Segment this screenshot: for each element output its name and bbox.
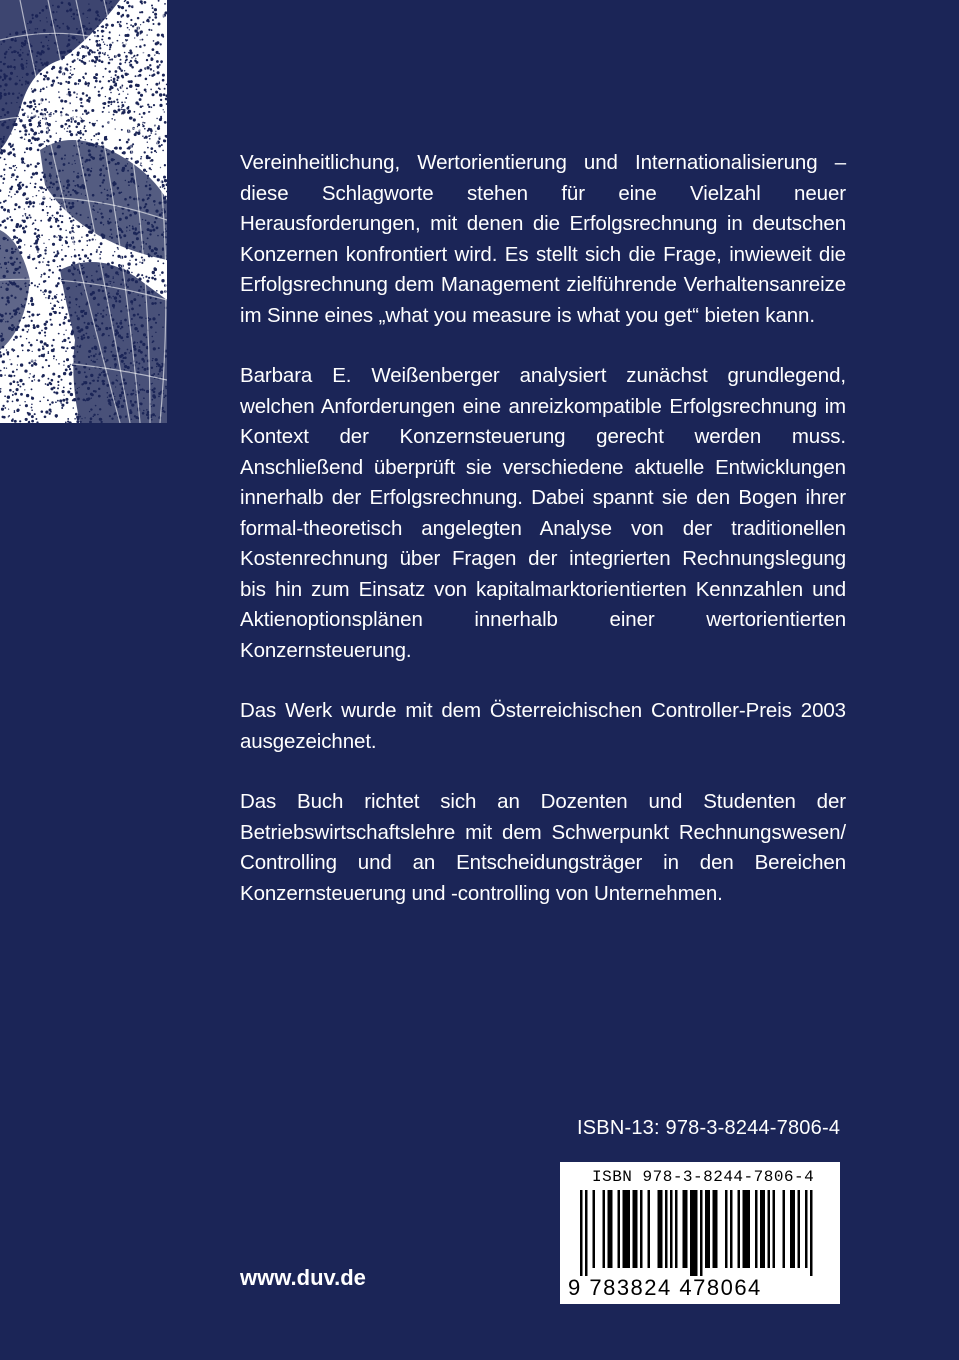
barcode-digits: 9 783824 478064	[568, 1275, 762, 1300]
isbn-label: ISBN-13: 978-3-8244-7806-4	[577, 1117, 841, 1139]
barcode-bar	[773, 1190, 776, 1268]
barcode-bar	[713, 1190, 718, 1268]
globe-icon	[0, 0, 167, 423]
paragraph-author: Barbara E. Weißenberger analysiert zunächst grundlegend, welchen Anforderungen eine anreizkompatible Erfolgsrechnung im Kontext der Konzernsteuerung gerecht werden muss. Anschließend überprüft sie verschiedene aktuelle Entwicklungen innerhalb der Erfolgsrechnung. Dabei spannt sie den Bogen ihrer formal-theoretisch angelegten Analyse von der traditionellen Kostenrechnung über Fragen der integrierten Rechnungslegung bis hin zum Einsatz von kapitalmarktorientierten Kennzahlen und Aktienoptionsplänen innerhalb einer wertorientierten Konzernsteuerung.	[240, 364, 846, 662]
barcode-bar	[580, 1190, 583, 1276]
publisher-url: www.duv.de	[240, 1265, 366, 1290]
barcode-bar	[738, 1190, 741, 1268]
barcode-bar	[670, 1190, 673, 1268]
barcode-bar	[725, 1190, 728, 1268]
barcode-bar	[623, 1190, 631, 1268]
barcode-bar	[665, 1190, 668, 1268]
paragraph-audience: Das Buch richtet sich an Dozenten und Studenten der Betriebswirtschaftslehre mit dem Schwerpunkt Rechnungswesen/ Controlling und an Entscheidungsträger in den Bereichen Konzernsteuerung und -controlling von Unternehmen.	[240, 790, 846, 905]
barcode-bar	[768, 1190, 771, 1268]
barcode-isbn-text: ISBN 978-3-8244-7806-4	[592, 1168, 815, 1186]
barcode-bar	[760, 1190, 765, 1268]
barcode-bar	[603, 1190, 606, 1268]
back-cover-text	[240, 148, 846, 939]
barcode-bar	[608, 1190, 613, 1268]
barcode-bar	[730, 1190, 733, 1268]
barcode-bar	[700, 1190, 703, 1276]
globe-image	[0, 0, 167, 423]
barcode-bar	[690, 1190, 698, 1276]
barcode-bar	[810, 1190, 813, 1276]
barcode-bar	[790, 1190, 795, 1268]
barcode-bar	[633, 1190, 638, 1268]
barcode-bar	[593, 1190, 596, 1268]
barcode-bar	[755, 1190, 758, 1268]
paragraph-intro: Vereinheitlichung, Wertorientierung und Internationalisierung – diese Schlagworte stehen für eine Vielzahl neuer Herausforderungen, mit denen die Erfolgsrechnung in deutschen Konzernen konfrontiert wird. Es stellt sich die Frage, inwieweit die Erfolgsrechnung dem Management zielführende Verhaltensanreize im Sinne eines „what you measure is what you get“ bieten kann.	[240, 151, 846, 327]
barcode	[560, 1162, 840, 1304]
barcode-bar	[683, 1190, 688, 1268]
barcode-bar	[783, 1190, 786, 1268]
barcode-bar	[585, 1190, 588, 1276]
barcode-bar	[618, 1190, 621, 1268]
barcode-bar	[648, 1190, 651, 1268]
barcode-bar	[658, 1190, 663, 1268]
barcode-bar	[743, 1190, 751, 1268]
paragraph-award: Das Werk wurde mit dem Österreichischen Controller-Preis 2003 ausgezeichnet.	[240, 699, 846, 753]
barcode-bar	[805, 1190, 808, 1268]
barcode-bar	[640, 1190, 643, 1268]
barcode-bar	[675, 1190, 678, 1268]
barcode-bar	[705, 1190, 710, 1268]
barcode-bars	[580, 1190, 820, 1276]
barcode-bar	[798, 1190, 801, 1268]
